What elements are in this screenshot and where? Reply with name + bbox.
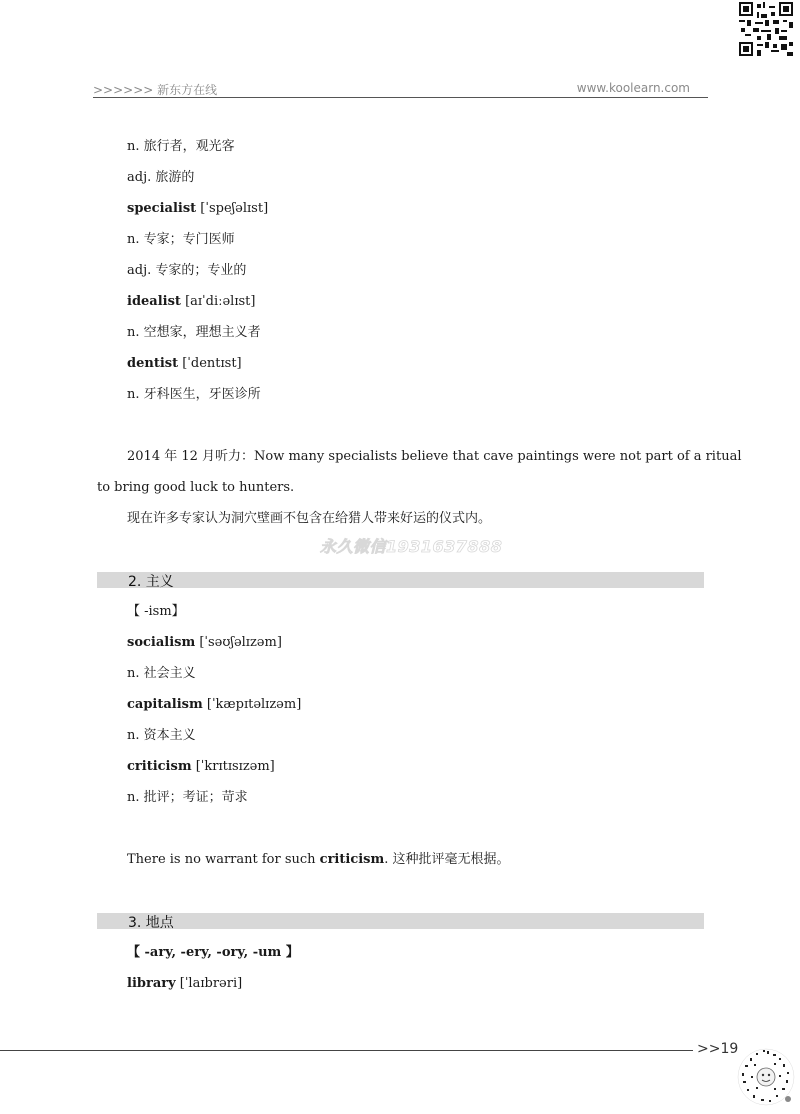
header-website: www.koolearn.com bbox=[576, 81, 690, 95]
specialist-adj-definition: adj. 专家的；专业的 bbox=[127, 263, 247, 278]
section-2-title: 2. 主义 bbox=[128, 574, 174, 590]
highlighted-word: criticism bbox=[319, 852, 385, 867]
phonetic: [ˈkrɪtɪsɪzəm] bbox=[191, 759, 275, 774]
socialism-entry bbox=[127, 635, 282, 651]
section-3-heading-bar bbox=[97, 913, 704, 929]
socialism-definition: n. 社会主义 bbox=[127, 666, 196, 681]
header-brand: >>>>>> 新东方在线 bbox=[93, 83, 218, 97]
headword: capitalism bbox=[127, 697, 203, 712]
phonetic: [ˈsəʊʃəlɪzəm] bbox=[195, 635, 282, 650]
example-sentence-line-1: 2014 年 12 月听力：Now many specialists believe that cave paintings were not part of a ritual bbox=[127, 449, 742, 464]
criticism-entry bbox=[127, 759, 275, 775]
headword: dentist bbox=[127, 356, 179, 371]
phonetic: [aɪˈdiːəlɪst] bbox=[180, 294, 256, 309]
qr-code-top-image bbox=[739, 2, 793, 56]
specialist-noun-definition: n. 专家；专门医师 bbox=[127, 232, 235, 247]
dentist-noun-definition: n. 牙科医生，牙医诊所 bbox=[127, 387, 261, 402]
phonetic: [ˈspeʃəlɪst] bbox=[196, 201, 269, 216]
headword: idealist bbox=[127, 294, 181, 309]
example-sentence-line-2: to bring good luck to hunters. bbox=[97, 480, 295, 495]
capitalism-definition: n. 资本主义 bbox=[127, 728, 196, 743]
phonetic: [ˈkæpɪtəlɪzəm] bbox=[202, 697, 302, 712]
tourist-noun-definition: n. 旅行者，观光客 bbox=[127, 139, 235, 154]
idealist-noun-definition: n. 空想家，理想主义者 bbox=[127, 325, 261, 340]
criticism-example: There is no warrant for such criticism. 这种批评毫无根据。 bbox=[127, 852, 510, 867]
headword: criticism bbox=[127, 759, 192, 774]
idealist-entry bbox=[127, 294, 255, 310]
dentist-entry bbox=[127, 356, 242, 372]
footer-rule bbox=[0, 1050, 693, 1051]
section-3-title: 3. 地点 bbox=[128, 915, 174, 931]
capitalism-entry bbox=[127, 697, 301, 713]
suffix-ism: 【 -ism】 bbox=[127, 604, 185, 619]
page-header bbox=[93, 80, 708, 98]
phonetic: [ˈlaɪbrəri] bbox=[175, 976, 243, 991]
specialist-entry bbox=[127, 201, 268, 217]
criticism-definition: n. 批评；考证；苛求 bbox=[127, 790, 248, 805]
phonetic: [ˈdentɪst] bbox=[178, 356, 242, 371]
headword: specialist bbox=[127, 201, 197, 216]
mini-program-code-image bbox=[736, 1046, 796, 1108]
tourist-adj-definition: adj. 旅游的 bbox=[127, 170, 195, 185]
headword: library bbox=[127, 976, 176, 991]
watermark-text: 永久微信1931637888 bbox=[320, 537, 503, 556]
page-number: >>19 bbox=[697, 1041, 739, 1057]
example-translation: 现在许多专家认为洞穴壁画不包含在给猎人带来好运的仪式内。 bbox=[127, 511, 492, 526]
headword: socialism bbox=[127, 635, 196, 650]
library-entry bbox=[127, 976, 242, 992]
section-2-heading-bar bbox=[97, 572, 704, 588]
suffix-place: 【 -ary, -ery, -ory, -um 】 bbox=[127, 945, 299, 960]
